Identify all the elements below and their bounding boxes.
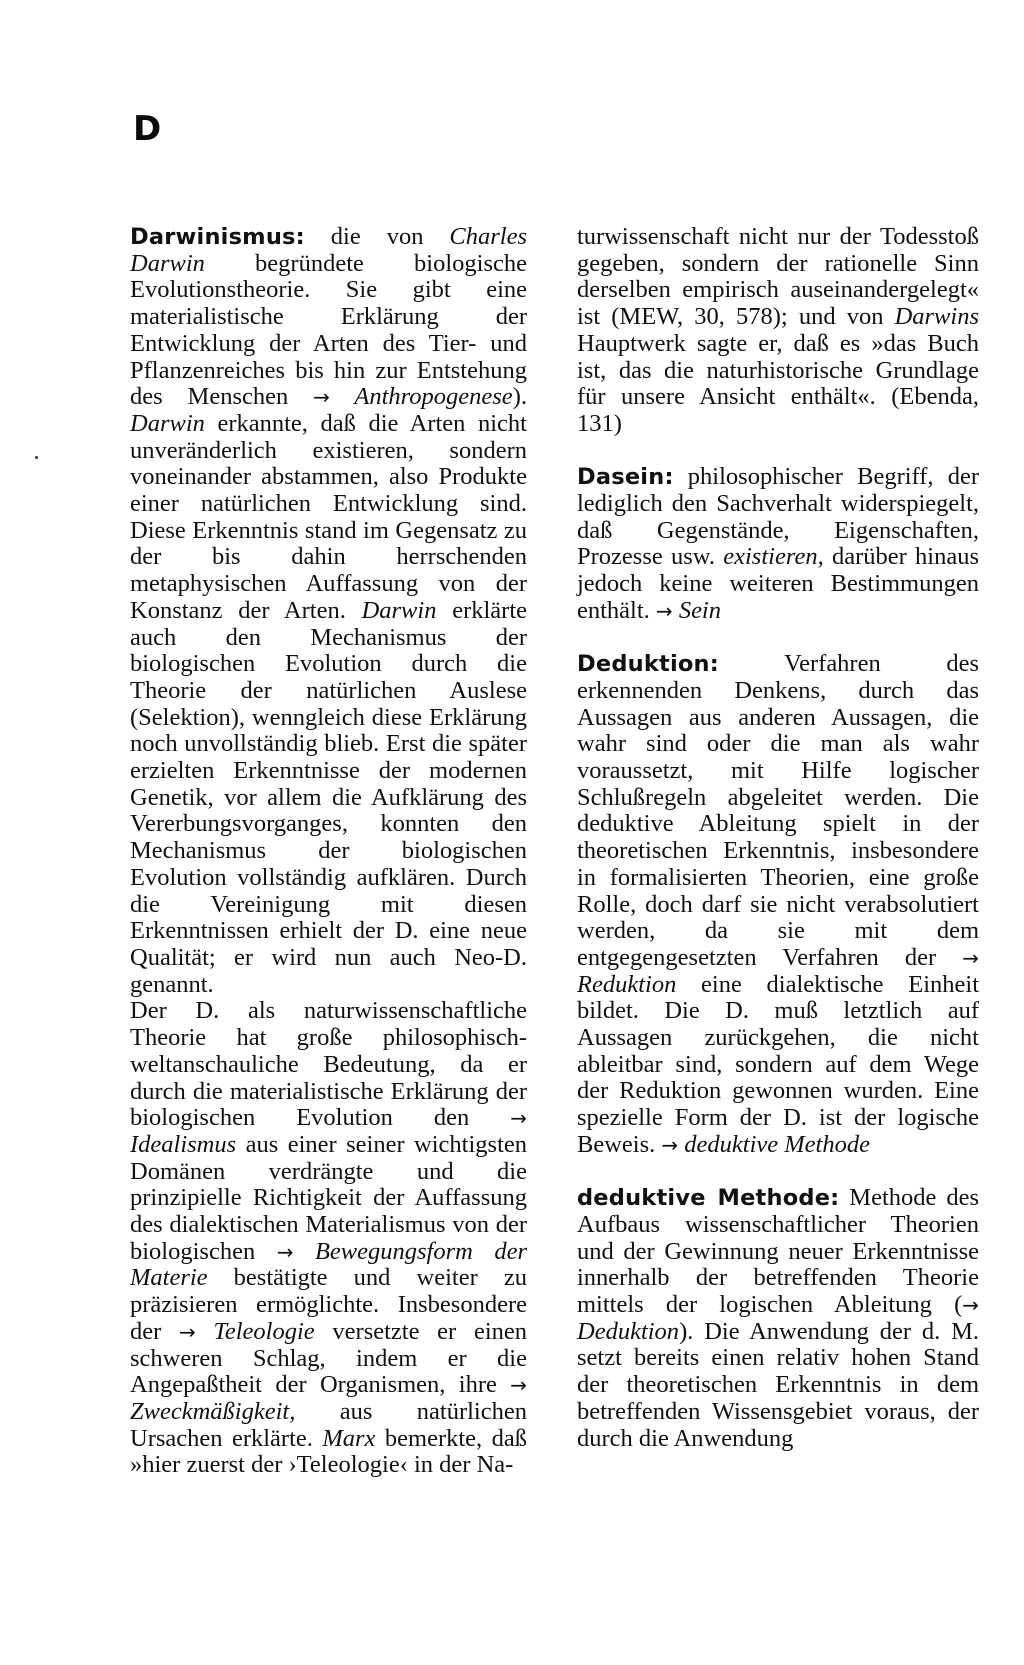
- entry-darwinismus: [130, 224, 527, 998]
- cross-reference-link[interactable]: Idealismus: [130, 1130, 237, 1158]
- entry-text: philosophischer Begriff, der lediglich den Sachverhalt widerspiegelt, daß Gegenstände, Eigenschaften, Prozesse usw.: [577, 463, 979, 571]
- entry-text: erkannte, daß die Arten nicht unveränderlich existieren, sondern voneinander abstammen, also Produkte einer natürlichen Entwicklung sind. Diese Erkenntnis stand im Gegensatz zu der bis dahin herrschenden metaphysischen Auffassung von der Konstanz der Arten.: [130, 409, 527, 624]
- person-name: Marx: [322, 1424, 376, 1452]
- cross-reference-link[interactable]: Sein: [672, 596, 721, 624]
- entry-text: bemerkte, daß »hier zuerst der ›Teleologie‹ in der Na-: [130, 1424, 527, 1479]
- entry-deduktion: [577, 651, 979, 1158]
- right-column: [577, 224, 979, 1452]
- entry-text: Methode des Aufbaus wissenschaftlicher Theorien und der Gewinnung neuer Erkenntnisse innerhalb der betreffenden Theorie mittels der logischen Ableitung (: [577, 1184, 980, 1319]
- person-name: Darwins: [894, 303, 979, 331]
- entry-text: Hauptwerk sagte er, daß es »das Buch ist, das die naturhistorische Grundlage für unsere Ansicht enthält«. (Ebenda, 131): [577, 329, 979, 437]
- cross-reference-arrow-icon: →: [510, 1106, 527, 1131]
- cross-reference-arrow-icon: →: [962, 945, 979, 970]
- entry-text: bestätigte und weiter zu präzisieren ermöglichte. Insbesondere der: [130, 1264, 527, 1345]
- section-letter: D: [133, 109, 162, 149]
- cross-reference-arrow-icon: →: [276, 1239, 294, 1264]
- entry-term: deduktive Methode:: [577, 1185, 840, 1212]
- person-name: Charles Darwin: [130, 223, 527, 277]
- entry-text: ). Die Anwendung der d. M. setzt bereits einen relativ hohen Stand der theoretischen Erkenntnis in dem betreffenden Wissensgebiet voraus, der durch die Anwendung: [577, 1317, 979, 1452]
- entry-text: darüber hinaus jedoch keine weiteren Bestimmungen enthält.: [577, 543, 979, 624]
- entry-text: eine dialektische Einheit bildet. Die D. muß letztlich auf Aussagen zurückgehen, die nicht ableitbar sind, sondern auf dem Wege der Reduktion gewonnen wurden. Eine spezielle Form der D. ist der logische Beweis.: [577, 970, 979, 1158]
- entry-darwinismus-continuation: [577, 224, 979, 438]
- cross-reference-link[interactable]: Anthropogenese: [329, 383, 513, 411]
- entry-term: Darwinismus:: [130, 224, 305, 250]
- cross-reference-arrow-icon: →: [661, 1132, 679, 1157]
- cross-reference-link[interactable]: Deduktion: [577, 1317, 680, 1345]
- entry-text: versetzte er einen schweren Schlag, indem er die Angepaßtheit der Organismen, ihre: [130, 1317, 527, 1399]
- entry-deduktive-methode: [577, 1185, 979, 1452]
- cross-reference-link[interactable]: Teleologie: [195, 1317, 315, 1345]
- entry-text: aus natürlichen Ursachen erklärte.: [130, 1397, 527, 1452]
- entry-text: begründete biologische Evolutionstheorie. Sie gibt eine materialistische Erklärung der Entwicklung der Arten des Tier- und Pflanzenreiches bis hin zur Entstehung des Menschen: [130, 249, 527, 411]
- cross-reference-link[interactable]: deduktive Methode: [678, 1130, 870, 1158]
- entry-dasein: [577, 464, 979, 624]
- print-speck: [35, 456, 38, 459]
- person-name: Darwin: [361, 596, 437, 624]
- cross-reference-arrow-icon: →: [962, 1293, 979, 1318]
- cross-reference-link[interactable]: Reduktion: [577, 970, 677, 998]
- entry-text: turwissenschaft nicht nur der Todesstoß gegeben, sondern der rationelle Sinn derselben empirisch auseinandergelegt« ist (MEW, 30, 578); und von: [577, 223, 979, 331]
- cross-reference-arrow-icon: →: [179, 1319, 196, 1344]
- entry-text: ).: [512, 383, 527, 411]
- entry-term: Deduktion:: [577, 651, 719, 678]
- entry-text: die von: [304, 223, 450, 250]
- cross-reference-link[interactable]: Zweckmäßigkeit,: [130, 1397, 296, 1425]
- entry-text: Verfahren des erkennenden Denkens, durch das Aussagen aus anderen Aussagen, die wahr sind oder die man als wahr voraussetzt, mit Hilfe logischer Schlußregeln abgeleitet werden. Die deduktive Ableitung spielt in der theoretischen Erkenntnis, insbesondere in formalisierten Theorien, eine große Rolle, doch darf sie nicht verabsolutiert werden, da sie mit dem entgegengesetzten Verfahren der: [577, 650, 979, 971]
- entry-term: Dasein:: [577, 464, 674, 491]
- entry-text: aus einer seiner wichtigsten Domänen verdrängte und die prinzipielle Richtigkeit der Auffassung des dialektischen Materialismus von der biologischen: [130, 1130, 527, 1265]
- entry-text: erklärte auch den Mechanismus der biologischen Evolution durch die Theorie der natürlichen Auslese (Selektion), wenngleich diese Erklärung noch unvollständig blieb. Erst die später erzielten Erkenntnisse der modernen Genetik, vor allem die Aufklärung des Vererbungsvorganges, konnten den Mechanismus der biologischen Evolution vollständig aufklären. Durch die Vereinigung mit diesen Erkenntnissen erhielt der D. eine neue Qualität; er wird nun auch Neo-D. genannt.: [130, 596, 528, 998]
- cross-reference-arrow-icon: →: [313, 385, 330, 410]
- cross-reference-arrow-icon: →: [510, 1373, 527, 1398]
- emphasis-text: existieren,: [723, 543, 824, 571]
- left-column: [130, 224, 527, 1479]
- entry-darwinismus-paragraph-2: [130, 998, 527, 1479]
- cross-reference-arrow-icon: →: [655, 598, 673, 623]
- cross-reference-link[interactable]: Bewegungsform der Materie: [130, 1237, 527, 1292]
- entry-text: Der D. als naturwissenschaftliche Theorie hat große philosophisch-weltanschauliche Bedeutung, da er durch die materialistische Erklärung der biologischen Evolution den: [130, 997, 527, 1132]
- person-name: Darwin: [130, 409, 205, 437]
